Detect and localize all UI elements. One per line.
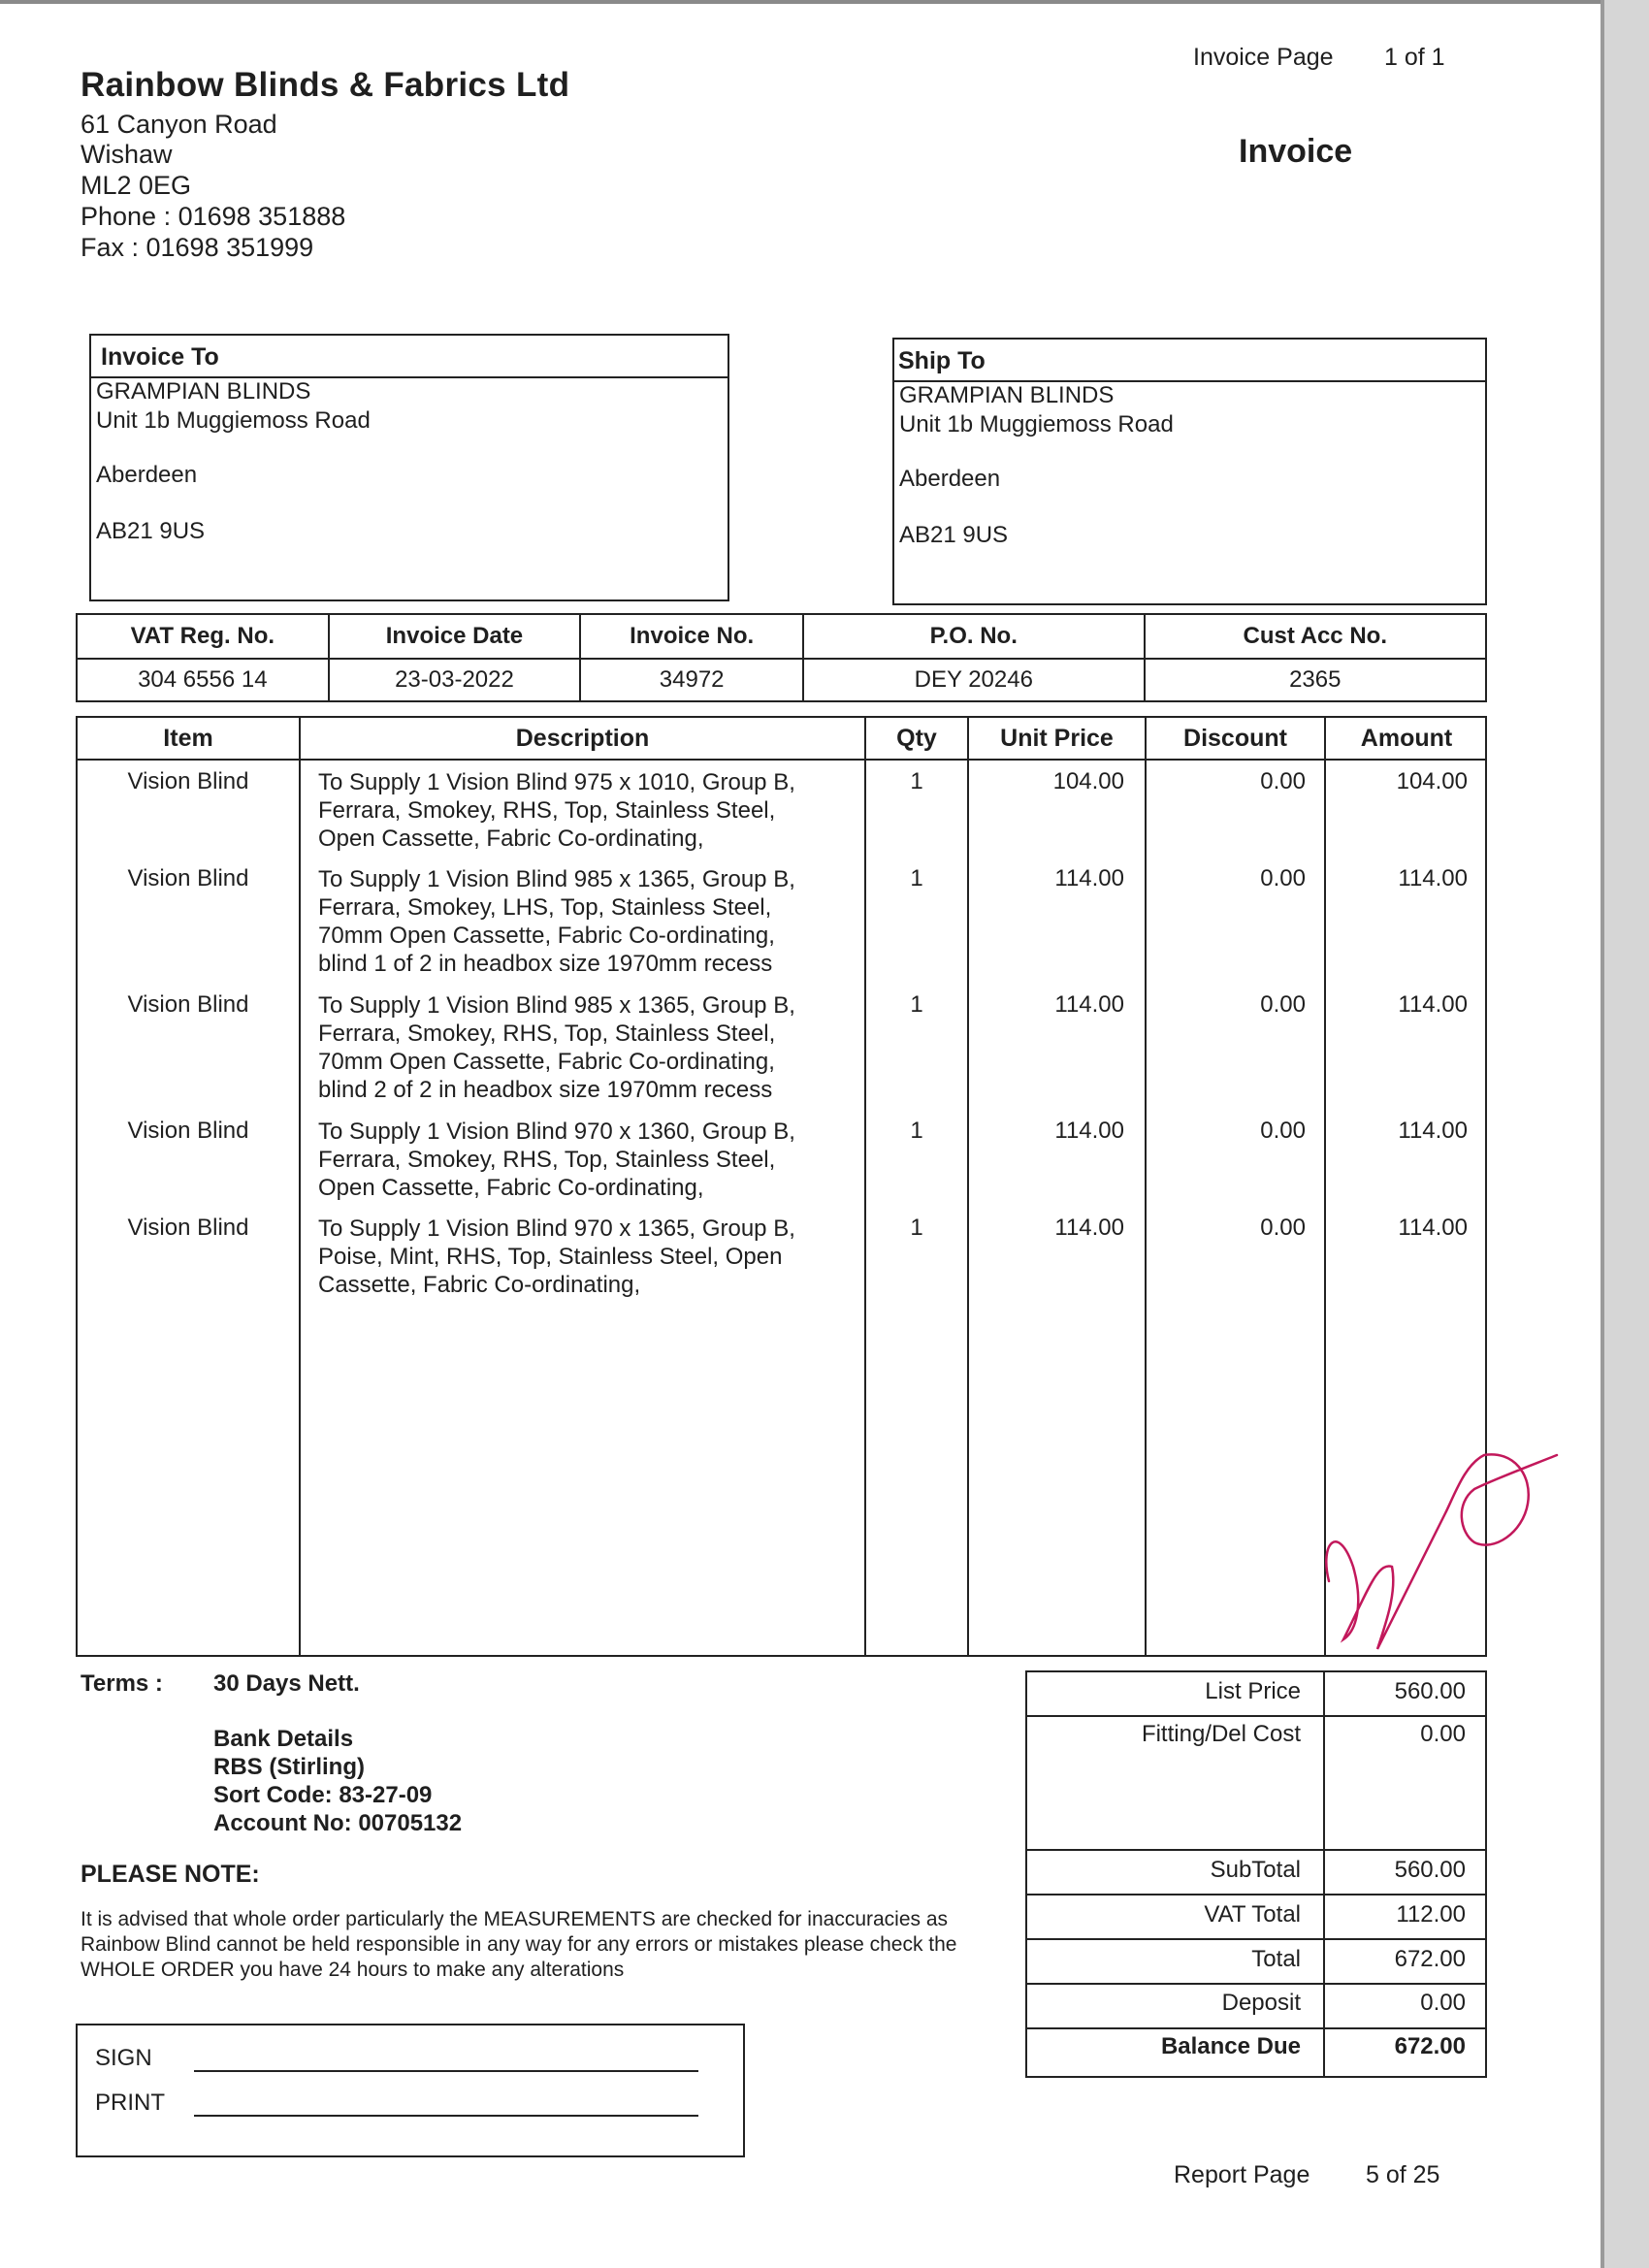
fitting-cost-value: 0.00 — [1420, 1721, 1466, 1747]
ship-to-line: AB21 9US — [899, 522, 1009, 548]
col-header-discount: Discount — [1183, 725, 1287, 752]
terms-value: 30 Days Nett. — [213, 1670, 360, 1697]
balance-due-label: Balance Due — [1160, 2033, 1301, 2059]
po-no-value: DEY 20246 — [803, 659, 1144, 701]
report-page-label: Report Page — [1174, 2161, 1310, 2188]
item-qty: 1 — [910, 991, 923, 1018]
item-name: Vision Blind — [127, 991, 249, 1018]
invoice-no-header: Invoice No. — [580, 614, 803, 659]
print-line[interactable] — [194, 2115, 698, 2117]
invoice-info-table — [76, 613, 1487, 702]
item-discount: 0.00 — [1260, 991, 1306, 1018]
vat-total-label: VAT Total — [1204, 1901, 1301, 1928]
invoice-date-header: Invoice Date — [329, 614, 581, 659]
po-no-header: P.O. No. — [803, 614, 1144, 659]
balance-due-value: 672.00 — [1394, 2033, 1466, 2059]
ship-to-line: GRAMPIAN BLINDS — [899, 382, 1115, 408]
col-header-description: Description — [515, 725, 650, 752]
item-unit-price: 104.00 — [1052, 768, 1124, 794]
invoice-no-value: 34972 — [580, 659, 803, 701]
cust-acc-header: Cust Acc No. — [1145, 614, 1486, 659]
company-name: Rainbow Blinds & Fabrics Ltd — [81, 66, 570, 104]
total-value: 672.00 — [1394, 1946, 1466, 1972]
scan-top-edge — [0, 0, 1649, 4]
item-description: To Supply 1 Vision Blind 985 x 1365, Group B, Ferrara, Smokey, RHS, Top, Stainless Steel, 70mm Open Cassette, Fabric Co-ordinating, blind 2 of 2 in headbox size 1970mm recess — [318, 992, 795, 1103]
account-number: Account No: 00705132 — [213, 1810, 463, 1836]
invoice-title: Invoice — [1239, 133, 1353, 170]
item-name: Vision Blind — [127, 865, 249, 891]
col-header-qty: Qty — [896, 725, 937, 752]
invoice-to-line: AB21 9US — [96, 518, 206, 544]
subtotal-value: 560.00 — [1394, 1857, 1466, 1883]
item-unit-price: 114.00 — [1054, 991, 1124, 1018]
invoice-page-value: 1 of 1 — [1384, 44, 1445, 71]
print-label: PRINT — [95, 2090, 165, 2116]
invoice-to-line: Aberdeen — [96, 462, 198, 488]
col-header-amount: Amount — [1360, 725, 1453, 752]
item-qty: 1 — [910, 1215, 923, 1241]
items-table — [76, 716, 1487, 1657]
please-note-text: It is advised that whole order particularly the MEASUREMENTS are checked for inaccuracies as Rainbow Blind cannot be held responsible in any way for any errors or mistakes please check the WHOLE ORDER you have 24 hours to make any alterations — [81, 1908, 957, 1981]
ship-to-heading: Ship To — [894, 340, 1485, 382]
handwritten-initials — [1300, 1397, 1562, 1659]
item-discount: 0.00 — [1260, 768, 1306, 794]
list-price-label: List Price — [1205, 1678, 1301, 1704]
bank-details-heading: Bank Details — [213, 1726, 354, 1752]
bank-name: RBS (Stirling) — [213, 1754, 365, 1780]
item-discount: 0.00 — [1260, 865, 1306, 891]
cust-acc-value: 2365 — [1145, 659, 1486, 701]
ship-to-line: Unit 1b Muggiemoss Road — [899, 411, 1174, 437]
item-amount: 114.00 — [1398, 865, 1468, 891]
item-amount: 114.00 — [1398, 991, 1468, 1018]
report-page-value: 5 of 25 — [1366, 2161, 1440, 2188]
item-qty: 1 — [910, 1118, 923, 1144]
vat-reg-value: 304 6556 14 — [77, 659, 329, 701]
invoice-date-value: 23-03-2022 — [329, 659, 581, 701]
please-note-title: PLEASE NOTE: — [81, 1861, 260, 1888]
item-description: To Supply 1 Vision Blind 970 x 1365, Group B, Poise, Mint, RHS, Top, Stainless Steel, Open Cassette, Fabric Co-ordinating, — [318, 1215, 795, 1298]
item-discount: 0.00 — [1260, 1215, 1306, 1241]
item-description: To Supply 1 Vision Blind 985 x 1365, Group B, Ferrara, Smokey, LHS, Top, Stainless Steel, 70mm Open Cassette, Fabric Co-ordinating, blind 1 of 2 in headbox size 1970mm recess — [318, 866, 795, 977]
terms-label: Terms : — [81, 1670, 163, 1697]
company-phone: Phone : 01698 351888 — [81, 202, 346, 231]
total-label: Total — [1251, 1946, 1301, 1972]
item-amount: 114.00 — [1398, 1215, 1468, 1241]
item-description: To Supply 1 Vision Blind 970 x 1360, Group B, Ferrara, Smokey, RHS, Top, Stainless Steel, Open Cassette, Fabric Co-ordinating, — [318, 1118, 795, 1201]
invoice-to-box — [89, 334, 729, 601]
item-name: Vision Blind — [127, 1215, 249, 1241]
item-name: Vision Blind — [127, 1118, 249, 1144]
col-header-unit-price: Unit Price — [1000, 725, 1114, 752]
item-discount: 0.00 — [1260, 1118, 1306, 1144]
sign-line[interactable] — [194, 2070, 698, 2072]
ship-to-line: Aberdeen — [899, 466, 1001, 492]
deposit-value: 0.00 — [1420, 1990, 1466, 2016]
subtotal-label: SubTotal — [1210, 1857, 1301, 1883]
company-address-line: Wishaw — [81, 140, 173, 169]
item-name: Vision Blind — [127, 768, 249, 794]
item-unit-price: 114.00 — [1054, 865, 1124, 891]
vat-reg-header: VAT Reg. No. — [77, 614, 329, 659]
item-description: To Supply 1 Vision Blind 975 x 1010, Group B, Ferrara, Smokey, RHS, Top, Stainless Steel, Open Cassette, Fabric Co-ordinating, — [318, 769, 795, 852]
list-price-value: 560.00 — [1394, 1678, 1466, 1704]
fitting-cost-label: Fitting/Del Cost — [1141, 1721, 1301, 1747]
col-header-item: Item — [163, 725, 213, 752]
item-qty: 1 — [910, 865, 923, 891]
item-qty: 1 — [910, 768, 923, 794]
sign-label: SIGN — [95, 2045, 152, 2071]
item-amount: 104.00 — [1396, 768, 1468, 794]
item-unit-price: 114.00 — [1054, 1215, 1124, 1241]
invoice-page-label: Invoice Page — [1193, 44, 1334, 71]
sign-print-box — [76, 2024, 745, 2157]
scan-edge — [1604, 0, 1649, 2268]
vat-total-value: 112.00 — [1396, 1901, 1466, 1928]
invoice-to-heading: Invoice To — [91, 336, 728, 378]
invoice-to-line: GRAMPIAN BLINDS — [96, 378, 311, 405]
totals-box — [1025, 1670, 1487, 2078]
invoice-to-line: Unit 1b Muggiemoss Road — [96, 407, 371, 434]
sort-code: Sort Code: 83-27-09 — [213, 1782, 433, 1808]
company-fax: Fax : 01698 351999 — [81, 233, 314, 262]
item-unit-price: 114.00 — [1054, 1118, 1124, 1144]
company-address-line: 61 Canyon Road — [81, 110, 277, 139]
company-address-line: ML2 0EG — [81, 171, 192, 200]
item-amount: 114.00 — [1398, 1118, 1468, 1144]
ship-to-box — [892, 338, 1487, 605]
deposit-label: Deposit — [1221, 1990, 1301, 2016]
